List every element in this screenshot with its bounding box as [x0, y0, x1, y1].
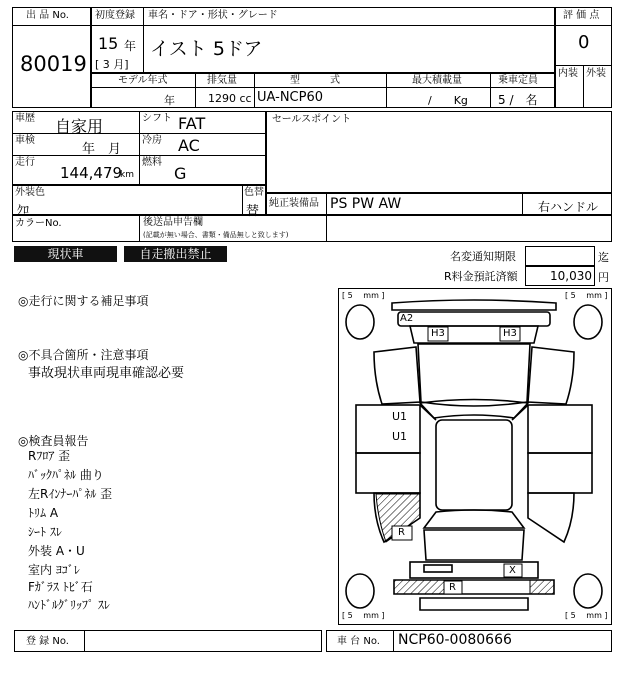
color-no-label: カラーNo.: [15, 218, 62, 229]
tire-rear-left: [346, 574, 374, 608]
fuel-value: G: [174, 164, 187, 183]
lot-number: 80019: [20, 52, 87, 76]
displacement-label: 排気量: [207, 75, 237, 86]
rear-door-right: [528, 453, 592, 493]
tire-depth-rear-right: [ 5 mm ]: [565, 611, 608, 620]
damage-rear-bumper-right: [530, 580, 554, 594]
rear-lower: [420, 598, 528, 610]
reg-number-label: 登 録 No.: [26, 636, 69, 647]
defect-line: 事故現状車両現車確認必要: [28, 366, 185, 381]
inspector-line: 左Rｲﾝﾅｰﾊﾟﾈﾙ 歪: [28, 487, 113, 501]
history-label: 車歴: [15, 113, 35, 124]
first-reg-label: 初度登録: [95, 10, 135, 21]
docs-box: [12, 215, 612, 242]
defect-notes-title: ◎不具合箇所・注意事項: [18, 348, 149, 362]
score-label: 評 価 点: [563, 10, 600, 21]
fender-front-right: [528, 347, 574, 404]
mark-front-door-left: U1: [392, 410, 408, 423]
recycle-unit: 円: [598, 271, 609, 284]
inspector-line: ｼｰﾄ ｽﾚ: [28, 525, 62, 539]
exterior-color-label: 外装色: [15, 187, 45, 198]
exterior-label: 外装: [586, 68, 606, 79]
displacement-value: 1290 cc: [208, 92, 252, 105]
docs-note: (記載が無い場合、書類・備品無しと致します): [143, 231, 289, 239]
color-change-label: 色替: [244, 187, 264, 198]
ac-value: AC: [178, 136, 200, 155]
inspector-line: ﾊﾞｯｸﾊﾟﾈﾙ 曲り: [28, 468, 104, 482]
recycle-label: R料金預託済額: [444, 270, 518, 283]
chassis-label: 車 台 No.: [337, 636, 380, 647]
model-year-label: モデル年式: [118, 75, 168, 86]
front-bumper: [392, 300, 556, 310]
recycle-amount: 10,030: [550, 269, 592, 283]
inspection-value: 年 月: [82, 142, 122, 157]
mileage-unit: km: [120, 170, 134, 180]
type-label: 型 式: [290, 75, 340, 86]
color-change-value: 替: [246, 204, 260, 219]
lot-label: 出 品 No.: [26, 10, 69, 21]
running-notes-title: ◎走行に関する補足事項: [18, 294, 149, 308]
mark-rear-panel: X: [509, 565, 516, 576]
fuel-label: 燃料: [142, 157, 162, 168]
docs-label: 後送品申告欄: [143, 217, 203, 228]
chassis-value: NCP60-0080666: [398, 632, 512, 648]
mark-rear-bumper: R: [449, 582, 456, 593]
title-change-box: [525, 246, 595, 266]
max-load-label: 最大積載量: [412, 75, 462, 86]
sales-point-label: セールスポイント: [272, 114, 352, 125]
title-change-label: 名変通知期限: [450, 250, 516, 263]
model-year-unit: 年: [164, 94, 175, 107]
roof: [436, 420, 512, 510]
exterior-color-value: ｸﾛ: [17, 203, 30, 217]
inspector-notes-title: ◎検査員報告: [18, 434, 89, 448]
mark-rear-door-left: U1: [392, 430, 408, 443]
capacity-label: 乗車定員: [498, 75, 538, 86]
equipment-value: PS PW AW: [330, 196, 402, 212]
mark-headlight-left: H3: [431, 328, 445, 339]
current-condition-badge: 現状車: [14, 246, 117, 262]
tire-rear-right: [574, 574, 602, 608]
max-load-value: / Kg: [428, 94, 468, 107]
rear-quarter-right: [528, 493, 574, 542]
score-value: 0: [578, 32, 590, 53]
tire-depth-front-left: [ 5 mm ]: [342, 291, 385, 300]
first-reg-year: 15: [98, 34, 119, 53]
ac-label: 冷房: [142, 135, 162, 146]
no-self-drive-badge: 自走搬出禁止: [124, 246, 227, 262]
year-unit: 年: [124, 39, 137, 53]
rear-garnish: [424, 565, 452, 572]
rear-window: [424, 510, 524, 528]
inspector-line: ﾄﾘﾑ A: [28, 506, 59, 520]
equipment-label: 純正装備品: [269, 198, 319, 209]
tire-depth-rear-left: [ 5 mm ]: [342, 611, 385, 620]
front-door-left: [356, 405, 420, 453]
handle-value: 右ハンドル: [538, 200, 599, 214]
mark-headlight-right: H3: [503, 328, 517, 339]
front-door-right: [528, 405, 592, 453]
car-diagram: [338, 288, 612, 625]
rear-door-left: [356, 453, 420, 493]
inspector-line: 室内 ﾖｺﾞﾚ: [28, 563, 80, 577]
inspector-line: 外装 A・U: [28, 544, 85, 558]
inspector-line: Fｶﾞﾗｽ ﾄﾋﾞ石: [28, 580, 93, 594]
shift-label: シフト: [142, 113, 172, 124]
shift-value: FAT: [178, 114, 206, 133]
inspection-label: 車検: [15, 135, 35, 146]
history-value: 自家用: [55, 117, 104, 136]
back-door: [424, 530, 524, 560]
inspector-line: ﾊﾝﾄﾞﾙｸﾞﾘｯﾌﾟ ｽﾚ: [28, 598, 110, 612]
color-box: [12, 185, 266, 215]
inspector-line: Rﾌﾛｱ 歪: [28, 449, 71, 463]
car-name: イスト 5ドア: [150, 38, 263, 60]
mileage-label: 走行: [15, 157, 35, 168]
first-reg-month: [ 3 月]: [95, 58, 129, 71]
fender-front-left: [374, 347, 420, 404]
mark-rear-quarter-left: R: [398, 527, 405, 538]
front-grille: [398, 312, 550, 326]
mileage-value: 144,479: [60, 164, 123, 182]
type-value: UA-NCP60: [257, 90, 323, 105]
windshield: [420, 400, 528, 419]
tire-front-left: [346, 305, 374, 339]
title-change-unit: 迄: [598, 251, 609, 264]
interior-label: 内装: [558, 68, 578, 79]
title-label: 車名・ドア・形状・グレード: [148, 10, 278, 21]
hood: [418, 344, 530, 406]
capacity-value: 5 / 名: [498, 93, 538, 107]
tire-depth-front-right: [ 5 mm ]: [565, 291, 608, 300]
tire-front-right: [574, 305, 602, 339]
mark-front-bumper: A2: [400, 313, 414, 324]
